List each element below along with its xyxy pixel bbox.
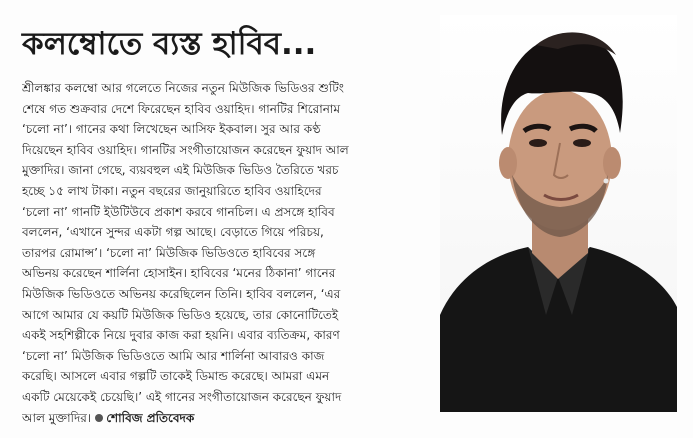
article-line: ‘চলো না’ গানটি ইউটিউবে প্রকাশ করবে গানচিল। এ প্রসঙ্গে হাবিব [22,204,335,219]
portrait-photo [440,15,677,412]
bullet-icon [95,414,103,422]
article-line: আগে আমার যে কয়টি মিউজিক ভিডিও হয়েছে, তার কোনোটিতেই [22,307,339,322]
last-line-text: আল মুক্তাদির। [22,410,92,425]
article-line: ‘চলো না’ মিউজিক ভিডিওতে আমি আর শার্লিনা আবারও কাজ [22,348,325,363]
article-line: দিয়েছেন হাবিব ওয়াহিদ। গানটির সংগীতায়োজন করেছেন ফুয়াদ আল [22,142,349,157]
article-line: শ্রীলঙ্কার কলম্বো আর গলেতে নিজের নতুন মিউজিক ভিডিওর শুটিং [22,81,344,95]
byline: শোবিজ প্রতিবেদক [106,410,195,425]
article-line: একই সহশিল্পীকে নিয়ে দুবার কাজ করা হয়নি। এবার ব্যতিক্রম, কারণ [22,328,340,343]
article-line: বললেন, ‘এখানে সুন্দর একটা গল্প আছে। বেড়াতে গিয়ে পরিচয়, [22,225,324,240]
article-line: ‘চলো না’। গানের কথা লিখেছেন আসিফ ইকবাল। সুর আর কণ্ঠ [22,122,321,137]
article-line: করেছি। আসলে এবার গল্পটি তাকেই ডিমান্ড করেছে। আমরা এমন [22,369,330,384]
article-body [22,78,436,428]
article-line: তারপর রোমান্স’। ‘চলো না’ মিউজিক ভিডিওতে হাবিবের সঙ্গে [22,245,316,260]
article-last-line [22,408,436,429]
headline: কলম্বোতে ব্যস্ত হাবিব... [22,26,317,62]
article-line: শেষে গত শুক্রবার দেশে ফিরেছেন হাবিব ওয়াহিদ। গানটির শিরোনাম [22,101,341,116]
article-line: হচ্ছে ১৫ লাখ টাকা। নতুন বছরের জানুয়ারিতে হাবিব ওয়াহিদের [22,183,322,198]
article-line: মুক্তাদির। জানা গেছে, ব্যয়বহুল এই মিউজিক ভিডিও তৈরিতে খরচ [22,163,339,178]
article-line: অভিনয় করেছেন শার্লিনা হোসাইন। হাবিবের ‘মনের ঠিকানা’ গানের [22,266,336,281]
article-line: একটি মেয়েকেই চেয়েছি।’ এই গানের সংগীতায়োজন করেছেন ফুয়াদ [22,389,342,404]
article-line: মিউজিক ভিডিওতে অভিনয় করেছিলেন তিনি। হাবিব বললেন, ‘এর [22,286,341,301]
portrait-illustration [440,15,677,412]
